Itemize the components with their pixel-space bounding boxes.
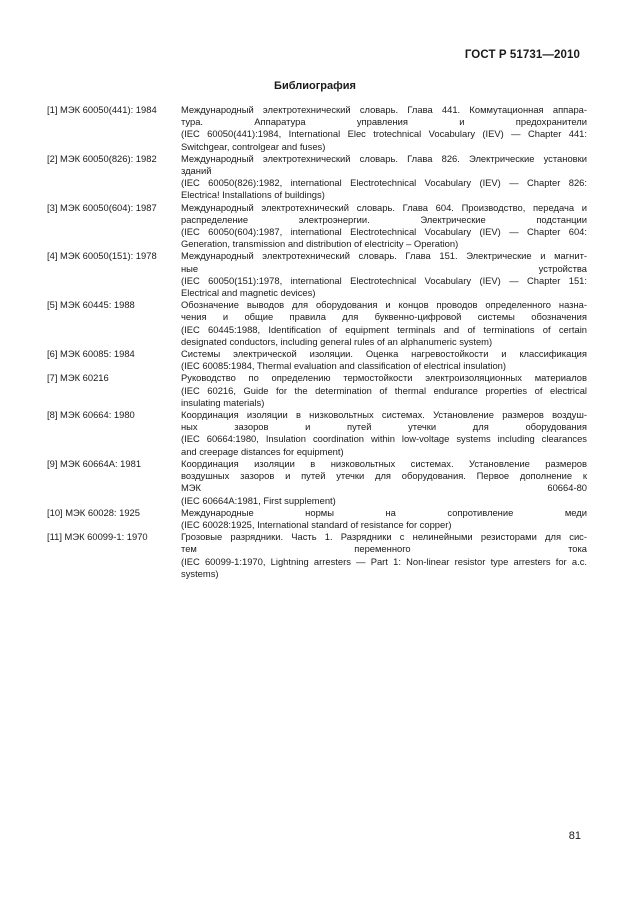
bibliography-entry xyxy=(47,153,587,202)
page-number: 81 xyxy=(568,830,581,842)
entry-line: Generation, transmission and distribution of electricity – Operation) xyxy=(181,238,459,250)
entry-line: Координация изоляции в низковольтных системах. Установление размеров xyxy=(181,457,587,469)
entry-line: тура. Аппаратура управления и предохранители xyxy=(181,116,587,128)
page-title: Библиография xyxy=(274,80,356,92)
entry-line: Международный электротехнический словарь. Глава 151. Электрические и магнит- xyxy=(181,250,587,262)
entry-reference: [6] МЭК 60085: 1984 xyxy=(47,348,135,360)
entry-line: (IEC 60050(826):1982, international Electrotechnical Vocabulary (IEV) — Chapter 826: xyxy=(181,177,587,189)
entry-reference: [3] МЭК 60050(604): 1987 xyxy=(47,201,157,213)
document-standard-code: ГОСТ Р 51731—2010 xyxy=(464,49,580,61)
entry-line: (IEC 60664A:1981, First supplement) xyxy=(181,494,336,506)
entry-line: зданий xyxy=(181,165,212,177)
entry-description xyxy=(181,409,587,458)
entry-reference: [5] МЭК 60445: 1988 xyxy=(47,299,135,311)
bibliography-entry xyxy=(47,531,587,580)
entry-line: (IEC 60085:1984, Thermal evaluation and classification of electrical insulation) xyxy=(181,360,507,372)
bibliography-entry xyxy=(47,104,587,153)
entry-line: Международный электротехнический словарь. Глава 441. Коммутационная аппара- xyxy=(181,104,587,115)
entry-line: Electrica! Installations of buildings) xyxy=(181,189,325,201)
entry-reference: [1] МЭК 60050(441): 1984 xyxy=(47,104,157,115)
bibliography-entry xyxy=(47,202,587,251)
entry-line: тем переменного тока xyxy=(181,543,587,555)
entry-line: Обозначение выводов для оборудования и концов проводов определенного назна- xyxy=(181,299,587,311)
entry-line: (IEC 60050(151):1978, international Electrotechnical Vocabulary (IEV) — Chapter 151: xyxy=(181,274,587,286)
bibliography-entry xyxy=(47,348,587,372)
entry-reference: [10] МЭК 60028: 1925 xyxy=(47,506,140,518)
entry-line: Международный электротехнический словарь. Глава 604. Производство, передача и xyxy=(181,201,587,213)
entry-line: systems) xyxy=(181,567,219,579)
entry-line: воздушных зазоров и путей утечки для оборудования. Первое дополнение к xyxy=(181,470,587,482)
entry-reference: [7] МЭК 60216 xyxy=(47,372,109,384)
entry-line: ные устройства xyxy=(181,262,587,274)
entry-line: Международные нормы на сопротивление меди xyxy=(181,506,587,518)
entry-line: Системы электрической изоляции. Оценка нагревостойкости и классификация xyxy=(181,348,587,360)
entry-line: (IEC 60216, Guide for the determination of thermal endurance properties of electrical xyxy=(181,384,587,396)
entry-description xyxy=(181,104,587,153)
entry-line: Switchgear, controlgear and fuses) xyxy=(181,140,326,152)
bibliography-list xyxy=(47,104,587,580)
entry-line: ных зазоров и путей утечки для оборудования xyxy=(181,421,587,433)
entry-line: чения и общие правила для буквенно-цифровой системы обозначения xyxy=(181,311,587,323)
entry-description xyxy=(181,458,587,507)
entry-description xyxy=(181,372,587,409)
entry-line: (IEC 60028:1925, International standard of resistance for copper) xyxy=(181,518,452,530)
bibliography-entry xyxy=(47,458,587,507)
entry-line: Международный электротехнический словарь. Глава 826. Электрические установки xyxy=(181,152,587,164)
entry-description xyxy=(181,250,587,299)
entry-reference: [4] МЭК 60050(151): 1978 xyxy=(47,250,157,262)
entry-line: Координация изоляции в низковольтных системах. Установление размеров воздуш- xyxy=(181,409,587,421)
entry-line: and creepage distances for equipment) xyxy=(181,445,344,457)
entry-line: МЭК 60664-80 xyxy=(181,482,587,494)
bibliography-entry xyxy=(47,372,587,409)
entry-line: (IEC 60050(604):1987, international Electrotechnical Vocabulary (IEV) — Chapter 604: xyxy=(181,226,587,238)
entry-line: Грозовые разрядники. Часть 1. Разрядники с нелинейными резисторами для сис- xyxy=(181,531,587,543)
entry-line: распределение электроэнергии. Электрические подстанции xyxy=(181,213,587,225)
bibliography-entry xyxy=(47,250,587,299)
entry-line: (IEC 60664:1980, Insulation coordination within low-voltage systems including clearances xyxy=(181,433,587,445)
entry-description xyxy=(181,531,587,580)
entry-line: insulating materials) xyxy=(181,396,265,408)
entry-description xyxy=(181,153,587,202)
entry-description xyxy=(181,348,587,372)
entry-line: (IEC 60050(441):1984, International Elec trotechnical Vocabulary (IEV) — Chapter 441: xyxy=(181,128,587,140)
entry-description xyxy=(181,202,587,251)
entry-line: Руководство по определению термостойкости электроизоляционных материалов xyxy=(181,372,587,384)
entry-line: (IEC 60099-1:1970, Lightning arresters — Part 1: Non-linear resistor type arresters for a.c. xyxy=(181,555,587,567)
bibliography-entry xyxy=(47,409,587,458)
entry-line: designated conductors, including general rules of an alphanumeric system) xyxy=(181,335,493,347)
entry-line: (IEC 60445:1988, Identification of equipment terminals and of terminations of certain xyxy=(181,323,587,335)
entry-description xyxy=(181,299,587,348)
entry-reference: [8] МЭК 60664: 1980 xyxy=(47,409,135,421)
entry-reference: [2] МЭК 60050(826): 1982 xyxy=(47,152,157,164)
bibliography-entry xyxy=(47,507,587,531)
entry-description xyxy=(181,507,587,531)
entry-line: Electrical and magnetic devices) xyxy=(181,287,316,299)
bibliography-entry xyxy=(47,299,587,348)
entry-reference: [11] МЭК 60099-1: 1970 xyxy=(47,531,148,543)
entry-reference: [9] МЭК 60664А: 1981 xyxy=(47,457,142,469)
